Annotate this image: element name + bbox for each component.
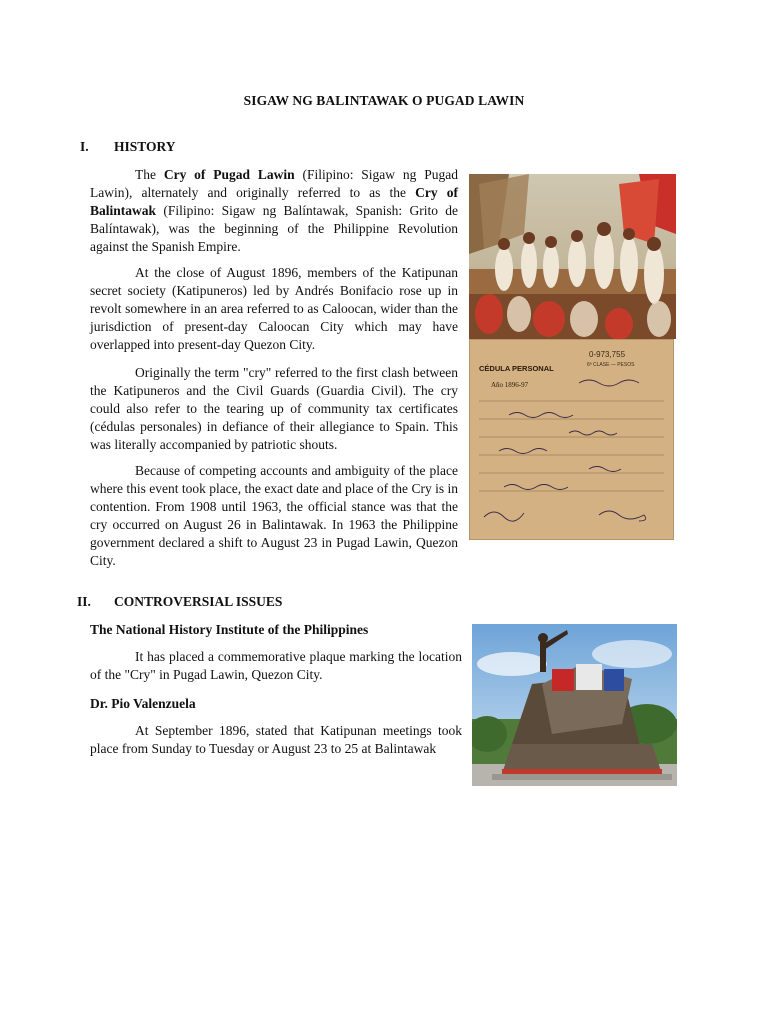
cedula-number: 0-973,755 [589,350,626,359]
bold-term: Cry of Pugad Lawin [163,167,295,182]
nhip-paragraph: It has placed a commemorative plaque marking the location of the "Cry" in Pugad Lawin, Quezon City. [90,649,462,682]
history-paragraph-1 [90,166,458,256]
section-heading-history [80,139,176,155]
text-run: The [135,167,164,182]
page-title: SIGAW NG BALINTAWAK O PUGAD LAWIN [243,93,525,108]
cedula-year: Año 1896-97 [491,381,529,389]
cedula-class: 6ª CLASE — PESOS [587,362,635,368]
bold-term: Cry of Balintawak [90,185,458,218]
valenzuela-paragraph: At September 1896, stated that Katipunan meetings took place from Sunday to Tuesday or August 23 to 25 at Balintawak [90,723,462,756]
text-run: (Filipino: Sigaw ng Pugad Lawin), alternately and originally referred to as the [90,167,458,200]
section-heading-controversial [77,594,282,610]
text-run: (Filipino: Sigaw ng Balíntawak, Spanish: Grito de Balíntawak), was the beginning of the Philippine Revolution against the Spanish Empire. [90,203,458,254]
section-title: HISTORY [114,139,176,154]
history-paragraph-3: Originally the term "cry" referred to the first clash between the Katipuneros and the Civil Guards (Guardia Civil). The cry could also refer to the tearing up of community tax certificates (cédulas personales) in defiance of their allegiance to Spain. This was literally accompanied by patriotic shouts. [90,365,458,452]
cedula-personal-image [469,339,674,540]
section-number: II. [77,594,91,609]
subheading-pio-valenzuela: Dr. Pio Valenzuela [90,696,196,711]
cry-painting-image [469,174,676,339]
cedula-heading: CÉDULA PERSONAL [479,364,554,373]
section-number: I. [80,139,89,154]
history-paragraph-4: Because of competing accounts and ambiguity of the place where this event took place, the exact date and place of the Cry is in contention. From 1908 until 1963, the official stance was that the cry occurred on August 26 in Balintawak. In 1963 the Philippine government declared a shift to August 23 in Pugad Lawin, Quezon City. [90,463,458,568]
history-paragraph-2: At the close of August 1896, members of the Katipunan secret society (Katipuneros) led by Andrés Bonifacio rose up in revolt somewhere in an area referred to as Caloocan, wider than the jurisdiction of present-day Caloocan City which may have overlapped into present-day Quezon City. [90,265,458,352]
section-title: CONTROVERSIAL ISSUES [114,594,283,609]
pugad-lawin-monument-image [472,624,677,786]
subheading-nhip: The National History Institute of the Philippines [90,622,369,637]
